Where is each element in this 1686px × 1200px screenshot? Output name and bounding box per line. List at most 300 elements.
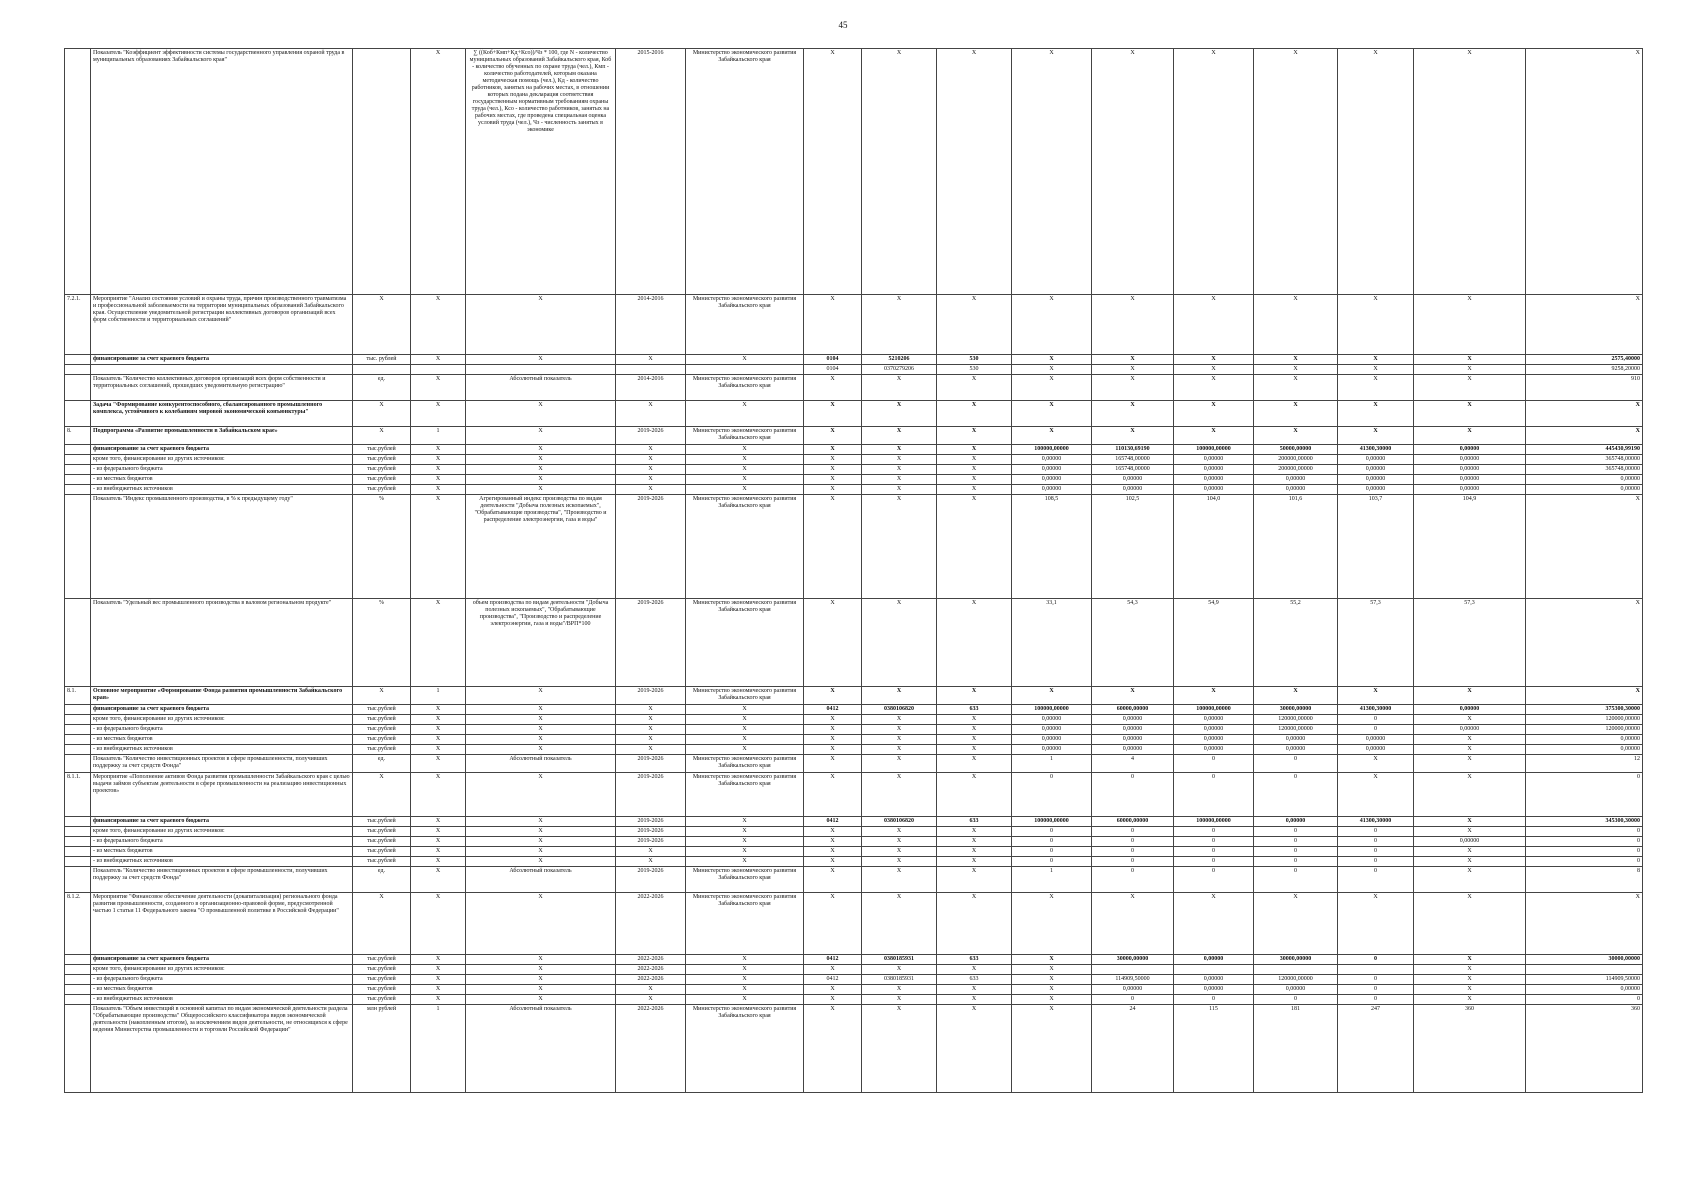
value-cell: X (1092, 295, 1174, 355)
value-cell: 0,00000 (1254, 985, 1338, 995)
value-cell: 0104 (804, 365, 862, 375)
value-cell: X (1414, 401, 1526, 427)
row-number-cell (65, 705, 91, 715)
value-cell: 0412 (804, 955, 862, 965)
value-cell: X (804, 745, 862, 755)
executor-cell: X (686, 975, 804, 985)
value-cell (1526, 965, 1643, 975)
value-cell: 360 (1414, 1005, 1526, 1093)
value-cell: X (862, 755, 937, 773)
value-cell: X (1414, 745, 1526, 755)
value-cell: X (1526, 49, 1643, 295)
value-cell: X (1254, 365, 1338, 375)
period-cell: 2022-2026 (616, 955, 686, 965)
row-name-cell: кроме того, финансирование из других источников: (91, 455, 353, 465)
unit-cell: X (353, 773, 411, 817)
value-cell: X (1012, 995, 1092, 1005)
value-cell: X (937, 375, 1012, 401)
value-cell: X (1338, 365, 1414, 375)
value-cell: 0 (1338, 955, 1414, 965)
row-name-cell: кроме того, финансирование из других источников: (91, 827, 353, 837)
unit-cell: тыс.рублей (353, 827, 411, 837)
value-cell: 30000,00000 (1526, 955, 1643, 965)
table-row (65, 995, 1643, 1005)
table-row (65, 465, 1643, 475)
period-cell: 2019-2026 (616, 837, 686, 847)
unit-cell: тыс.рублей (353, 465, 411, 475)
executor-cell: X (686, 837, 804, 847)
value-cell: X (1174, 401, 1254, 427)
table-row (65, 893, 1643, 955)
value-cell: X (1526, 893, 1643, 955)
value-cell: 0,00000 (1174, 455, 1254, 465)
value-cell: 110130,69190 (1092, 445, 1174, 455)
unit-cell: X (353, 295, 411, 355)
row-name-cell: - из местных бюджетов (91, 847, 353, 857)
value-cell: X (862, 401, 937, 427)
value-cell: 345300,30000 (1526, 817, 1643, 827)
executor-cell: X (686, 485, 804, 495)
table-row (65, 475, 1643, 485)
row-name-cell: Задача "Формирование конкурентоспособного, сбалансированного промышленного комплекса, устойчивого к колебаниям мировой экономической конъюнктуры" (91, 401, 353, 427)
value-cell: X (1414, 755, 1526, 773)
formula-cell: Абсолютный показатель (466, 755, 616, 773)
value-cell: X (1174, 687, 1254, 705)
value-cell: 165748,00000 (1092, 455, 1174, 465)
value-cell: X (937, 837, 1012, 847)
formula-cell: X (466, 455, 616, 465)
table-row (65, 735, 1643, 745)
value-cell: 0 (1338, 975, 1414, 985)
unit-cell: тыс.рублей (353, 485, 411, 495)
value-cell: X (1414, 995, 1526, 1005)
value-cell: 0 (1338, 867, 1414, 893)
formula-cell: X (466, 965, 616, 975)
value-cell: 120000,00000 (1254, 715, 1338, 725)
row-name-cell (91, 365, 353, 375)
table-row (65, 401, 1643, 427)
participant-cell: X (411, 773, 466, 817)
participant-cell: X (411, 975, 466, 985)
value-cell: X (804, 475, 862, 485)
value-cell: X (804, 837, 862, 847)
value-cell: X (1174, 355, 1254, 365)
value-cell: 0,00000 (1092, 485, 1174, 495)
value-cell: X (1414, 735, 1526, 745)
unit-cell: тыс.рублей (353, 955, 411, 965)
period-cell: X (616, 455, 686, 465)
value-cell: X (804, 893, 862, 955)
period-cell: 2014-2016 (616, 295, 686, 355)
value-cell: X (1414, 847, 1526, 857)
unit-cell: тыс.рублей (353, 475, 411, 485)
value-cell: 55,2 (1254, 599, 1338, 687)
value-cell: 0380106820 (862, 817, 937, 827)
unit-cell: ед. (353, 375, 411, 401)
participant-cell: X (411, 837, 466, 847)
row-number-cell (65, 745, 91, 755)
row-number-cell (65, 837, 91, 847)
executor-cell: X (686, 827, 804, 837)
period-cell: X (616, 857, 686, 867)
value-cell: 0,00000 (1174, 975, 1254, 985)
row-number-cell (65, 465, 91, 475)
value-cell: X (1254, 893, 1338, 955)
row-number-cell (65, 355, 91, 365)
value-cell: 9258,20000 (1526, 365, 1643, 375)
formula-cell: X (466, 773, 616, 817)
value-cell: X (1254, 427, 1338, 445)
period-cell: 2015-2016 (616, 49, 686, 295)
value-cell: X (862, 599, 937, 687)
value-cell: X (804, 1005, 862, 1093)
table-row (65, 495, 1643, 599)
row-number-cell (65, 995, 91, 1005)
table-row (65, 847, 1643, 857)
value-cell: 41300,30000 (1338, 445, 1414, 455)
participant-cell: X (411, 817, 466, 827)
row-number-cell (65, 49, 91, 295)
period-cell: X (616, 475, 686, 485)
value-cell: 0,00000 (1012, 475, 1092, 485)
value-cell: 360 (1526, 1005, 1643, 1093)
value-cell: X (1012, 687, 1092, 705)
period-cell: 2019-2026 (616, 755, 686, 773)
value-cell: 0,00000 (1174, 745, 1254, 755)
value-cell: X (862, 715, 937, 725)
unit-cell: тыс.рублей (353, 847, 411, 857)
period-cell: 2019-2026 (616, 599, 686, 687)
formula-cell: X (466, 975, 616, 985)
value-cell: 0,00000 (1338, 745, 1414, 755)
value-cell: X (804, 985, 862, 995)
executor-cell: Министерство экономического развития Забайкальского края (686, 495, 804, 599)
value-cell: X (1526, 427, 1643, 445)
value-cell: X (804, 295, 862, 355)
value-cell: 0,00000 (1338, 485, 1414, 495)
value-cell: 0,00000 (1174, 485, 1254, 495)
row-name-cell: Показатель "Количество коллективных договоров организаций всех форм собственности и территориальных соглашений, прошедших уведомительную регистрацию" (91, 375, 353, 401)
formula-cell: X (466, 735, 616, 745)
row-number-cell: 8.1. (65, 687, 91, 705)
formula-cell: X (466, 485, 616, 495)
value-cell: X (804, 465, 862, 475)
value-cell: X (804, 599, 862, 687)
formula-cell: X (466, 985, 616, 995)
value-cell: 115 (1174, 1005, 1254, 1093)
executor-cell: Министерство экономического развития Забайкальского края (686, 755, 804, 773)
unit-cell: тыс.рублей (353, 455, 411, 465)
value-cell: 0 (1526, 847, 1643, 857)
table-row (65, 705, 1643, 715)
value-cell: X (804, 455, 862, 465)
period-cell: X (616, 995, 686, 1005)
value-cell: X (937, 465, 1012, 475)
value-cell: X (1254, 295, 1338, 355)
table-row (65, 687, 1643, 705)
table-row (65, 355, 1643, 365)
row-name-cell: финансирование за счет краевого бюджета (91, 955, 353, 965)
value-cell: X (804, 867, 862, 893)
executor-cell: X (686, 745, 804, 755)
value-cell: X (1414, 965, 1526, 975)
value-cell: X (804, 857, 862, 867)
value-cell: 0,00000 (1254, 745, 1338, 755)
value-cell: X (1012, 427, 1092, 445)
row-number-cell (65, 985, 91, 995)
row-name-cell: - из федерального бюджета (91, 837, 353, 847)
value-cell: 12 (1526, 755, 1643, 773)
participant-cell: X (411, 735, 466, 745)
value-cell: 0370279206 (862, 365, 937, 375)
formula-cell: X (466, 827, 616, 837)
value-cell: 0 (1338, 995, 1414, 1005)
value-cell: X (1012, 965, 1092, 975)
executor-cell: X (686, 857, 804, 867)
row-name-cell: Мероприятие "Анализ состояния условий и охраны труда, причин производственного травматизма и профессиональной заболеваемости на территории муниципальных образований Забайкальского края. Осуществление уведомительной регистрации коллективных договоров организаций всех форм собственности и территориальных соглашений" (91, 295, 353, 355)
value-cell: X (1338, 773, 1414, 817)
executor-cell: Министерство экономического развития Забайкальского края (686, 687, 804, 705)
row-number-cell: 7.2.1. (65, 295, 91, 355)
period-cell: 2019-2026 (616, 495, 686, 599)
value-cell: X (1254, 49, 1338, 295)
row-number-cell (65, 965, 91, 975)
participant-cell: X (411, 485, 466, 495)
row-name-cell: Показатель "Объем инвестиций в основной капитал по видам экономической деятельности раздела "Обрабатывающие производства" Общероссийского классификатора видов экономической деятельности (накопленным итогом), за исключением видов деятельности, не относящихся к сфере ведения Министерства промышленности и торговли Российской Федерации" (91, 1005, 353, 1093)
value-cell: X (937, 455, 1012, 465)
unit-cell: тыс.рублей (353, 745, 411, 755)
row-number-cell (65, 715, 91, 725)
executor-cell: X (686, 725, 804, 735)
value-cell: 0,00000 (1338, 465, 1414, 475)
value-cell: X (1092, 365, 1174, 375)
participant-cell: X (411, 401, 466, 427)
value-cell: 0 (1174, 995, 1254, 1005)
value-cell: X (862, 745, 937, 755)
value-cell: X (862, 49, 937, 295)
value-cell: X (1414, 295, 1526, 355)
value-cell: X (1174, 893, 1254, 955)
value-cell: 0 (1338, 725, 1414, 735)
value-cell: X (937, 715, 1012, 725)
value-cell: 0 (1092, 827, 1174, 837)
value-cell: 247 (1338, 1005, 1414, 1093)
row-number-cell (65, 485, 91, 495)
value-cell: X (1414, 375, 1526, 401)
value-cell: 103,7 (1338, 495, 1414, 599)
row-number-cell (65, 375, 91, 401)
executor-cell: X (686, 705, 804, 715)
participant-cell: X (411, 985, 466, 995)
executor-cell: X (686, 965, 804, 975)
table-row (65, 755, 1643, 773)
value-cell: 108,5 (1012, 495, 1092, 599)
row-number-cell (65, 955, 91, 965)
unit-cell: тыс.рублей (353, 725, 411, 735)
formula-cell: объем производства по видам деятельности "Добыча полезных ископаемых", "Обрабатывающие производства", "Производство и распределение электроэнергии, газа и воды"/ВРП*100 (466, 599, 616, 687)
formula-cell (466, 365, 616, 375)
executor-cell: X (686, 995, 804, 1005)
value-cell: 0,00000 (1254, 475, 1338, 485)
row-name-cell: - из внебюджетных источников (91, 857, 353, 867)
value-cell: 57,3 (1414, 599, 1526, 687)
row-number-cell: 8. (65, 427, 91, 445)
value-cell: 104,0 (1174, 495, 1254, 599)
formula-cell: X (466, 295, 616, 355)
value-cell: 0,00000 (1414, 455, 1526, 465)
period-cell: X (616, 705, 686, 715)
value-cell: 530 (937, 365, 1012, 375)
value-cell: X (1012, 1005, 1092, 1093)
participant-cell: X (411, 475, 466, 485)
value-cell: 60000,00000 (1092, 817, 1174, 827)
participant-cell: X (411, 705, 466, 715)
period-cell: X (616, 985, 686, 995)
formula-cell: Абсолютный показатель (466, 1005, 616, 1093)
formula-cell: X (466, 955, 616, 965)
value-cell: X (937, 857, 1012, 867)
value-cell: X (1414, 773, 1526, 817)
value-cell: X (1414, 817, 1526, 827)
table-row (65, 827, 1643, 837)
value-cell: 530 (937, 355, 1012, 365)
row-name-cell: финансирование за счет краевого бюджета (91, 355, 353, 365)
value-cell: 0 (1526, 773, 1643, 817)
formula-cell: X (466, 847, 616, 857)
executor-cell: X (686, 455, 804, 465)
table-row (65, 445, 1643, 455)
value-cell: 0,00000 (1414, 725, 1526, 735)
row-name-cell: Показатель "Коэффициент эффективности системы государственного управления охраной труда в муниципальных образованиях Забайкальского края" (91, 49, 353, 295)
value-cell: X (1414, 893, 1526, 955)
value-cell: 100000,00000 (1012, 817, 1092, 827)
value-cell: X (1012, 955, 1092, 965)
participant-cell: X (411, 49, 466, 295)
value-cell: 0 (1254, 837, 1338, 847)
value-cell: X (1092, 355, 1174, 365)
value-cell: X (937, 49, 1012, 295)
period-cell: 2022-2026 (616, 965, 686, 975)
value-cell: 0,00000 (1526, 745, 1643, 755)
period-cell: 2019-2026 (616, 773, 686, 817)
value-cell: 0,00000 (1254, 817, 1338, 827)
row-name-cell: - из внебюджетных источников (91, 485, 353, 495)
executor-cell: X (686, 445, 804, 455)
value-cell: X (804, 485, 862, 495)
row-name-cell: Показатель "Количество инвестиционных проектов в сфере промышленности, получивших поддержку за счет средств Фонда" (91, 755, 353, 773)
formula-cell: X (466, 687, 616, 705)
formula-cell: X (466, 893, 616, 955)
value-cell: 0 (1338, 715, 1414, 725)
value-cell: 30000,00000 (1254, 705, 1338, 715)
participant-cell: 1 (411, 427, 466, 445)
participant-cell: X (411, 995, 466, 1005)
value-cell: X (804, 827, 862, 837)
value-cell: 0,00000 (1174, 465, 1254, 475)
table-row (65, 965, 1643, 975)
period-cell: X (616, 355, 686, 365)
period-cell: X (616, 847, 686, 857)
value-cell: X (937, 827, 1012, 837)
executor-cell: Министерство экономического развития Забайкальского края (686, 893, 804, 955)
unit-cell: ед. (353, 867, 411, 893)
value-cell: 0,00000 (1092, 735, 1174, 745)
participant-cell: X (411, 599, 466, 687)
period-cell: 2019-2026 (616, 867, 686, 893)
table-row (65, 365, 1643, 375)
value-cell: 60000,00000 (1092, 705, 1174, 715)
value-cell: 0,00000 (1012, 715, 1092, 725)
value-cell: X (862, 427, 937, 445)
row-name-cell: Мероприятие "Финансовое обеспечение деятельности (докапитализация) регионального фонда развития промышленности, созданного в организационно-правовой форме, предусмотренной частью 1 статьи 11 Федерального закона "О промышленной политике в Российской Федерации" (91, 893, 353, 955)
row-name-cell: Показатель "Индекс промышленного производства, в % к предыдущему году" (91, 495, 353, 599)
value-cell: X (1414, 827, 1526, 837)
table-row (65, 857, 1643, 867)
value-cell: X (804, 445, 862, 455)
program-table (64, 48, 1643, 1093)
period-cell (616, 365, 686, 375)
executor-cell: Министерство экономического развития Забайкальского края (686, 773, 804, 817)
value-cell: X (1012, 365, 1092, 375)
value-cell: 365748,00000 (1526, 455, 1643, 465)
formula-cell: Абсолютный показатель (466, 375, 616, 401)
value-cell: X (1338, 355, 1414, 365)
value-cell: X (937, 985, 1012, 995)
value-cell: X (1012, 375, 1092, 401)
unit-cell: тыс.рублей (353, 985, 411, 995)
value-cell: 114909,50000 (1526, 975, 1643, 985)
participant-cell: 1 (411, 1005, 466, 1093)
executor-cell: X (686, 955, 804, 965)
value-cell: 0 (1174, 867, 1254, 893)
value-cell: 0,00000 (1254, 485, 1338, 495)
value-cell: 0412 (804, 705, 862, 715)
value-cell: X (1174, 49, 1254, 295)
value-cell: X (937, 401, 1012, 427)
value-cell: X (937, 755, 1012, 773)
value-cell: X (1526, 495, 1643, 599)
value-cell: X (862, 495, 937, 599)
row-name-cell: кроме того, финансирование из других источников: (91, 965, 353, 975)
unit-cell (353, 49, 411, 295)
value-cell: 30000,00000 (1254, 955, 1338, 965)
value-cell: 0 (1174, 773, 1254, 817)
value-cell: X (1092, 49, 1174, 295)
value-cell: 0380106820 (862, 705, 937, 715)
value-cell: 0,00000 (1012, 745, 1092, 755)
participant-cell: X (411, 445, 466, 455)
formula-cell: X (466, 995, 616, 1005)
value-cell: X (937, 965, 1012, 975)
value-cell: 165748,00000 (1092, 465, 1174, 475)
row-name-cell: - из федерального бюджета (91, 465, 353, 475)
executor-cell: Министерство экономического развития Забайкальского края (686, 1005, 804, 1093)
participant-cell: X (411, 867, 466, 893)
page-number: 45 (838, 20, 848, 30)
unit-cell: ед. (353, 755, 411, 773)
value-cell: 0 (1338, 857, 1414, 867)
value-cell: X (1092, 893, 1174, 955)
row-name-cell: финансирование за счет краевого бюджета (91, 817, 353, 827)
value-cell: X (1092, 427, 1174, 445)
value-cell: 633 (937, 817, 1012, 827)
table-row (65, 837, 1643, 847)
table-row (65, 955, 1643, 965)
value-cell: X (1338, 755, 1414, 773)
value-cell (1254, 965, 1338, 975)
formula-cell: X (466, 445, 616, 455)
unit-cell: тыс.рублей (353, 817, 411, 827)
